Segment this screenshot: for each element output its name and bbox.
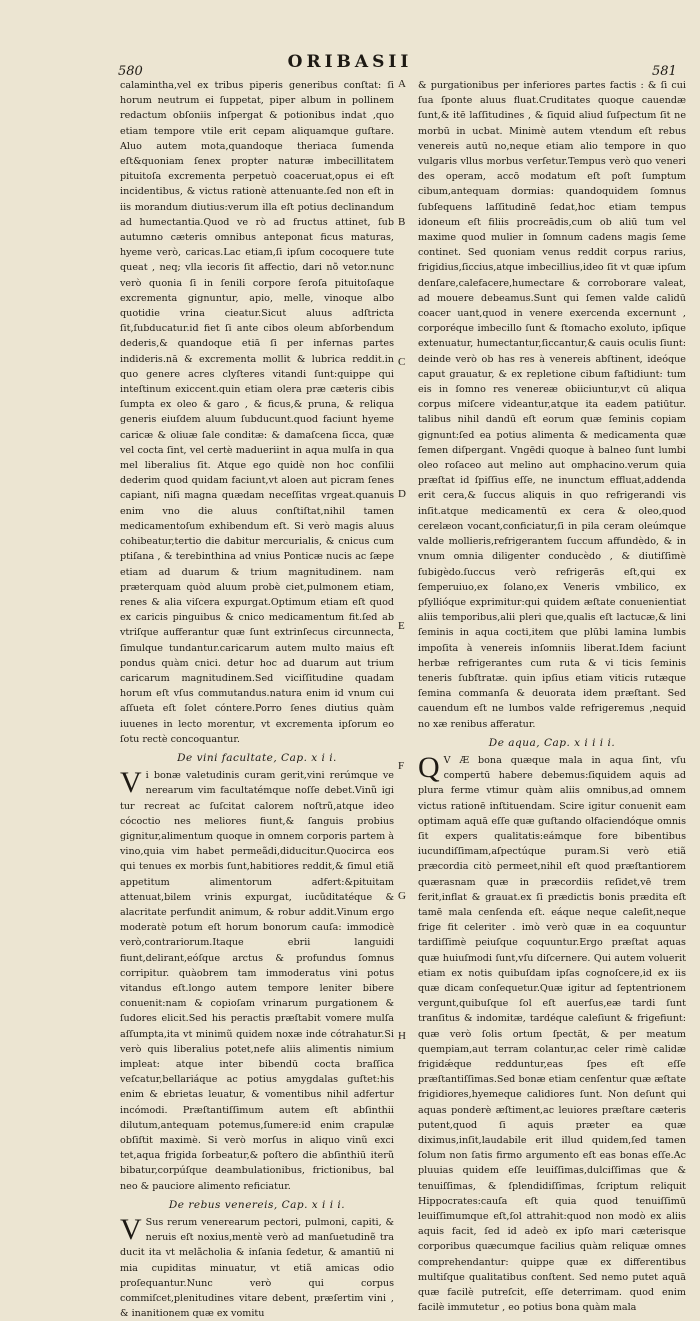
left-paragraph-3 <box>120 1215 394 1321</box>
margin-letter-f: F <box>398 760 405 772</box>
chapter-heading-water: De aqua, Cap. x i i i i. <box>488 736 616 749</box>
right-paragraph-1: & purgationibus per inferiores partes factis : & ſi cui ſua ſponte aluus fluat.Cruditates quoque cauendæ ſunt,& itē laſſitudines , & ſiquid aliud ſuſpectum ſit ne morbū in ucbat. Minimè autem vtendum eſt rebus venereis autū no,neque etiam alio tempore in quo vulgaris vllus morbus verſetur.Tempus verò quo veneri des operam, accō modatum eſt poſt ſumptum cibum,antequam dormias: quandoquidem ſomnus ſubſequens laſſitudinē ſedat,hoc etiam tempus idoneum eſt filiis procreādis,cum ob aliū tum vel maxime quod mulier in ſomnum cadens magis ſeme continet. Sed quoniam venus reddit corpus rarius, frigidius,ſiccius,atque imbecillius,ideo ſit vt quæ ipſum denſare,calefacere,humectare & corroborare valeat, ad mouere debeamus.Sunt qui ſemen valde calidū coacer uant,quod in venere exercenda excernunt , corporéque imbecillo ſunt & ſtomacho exoluto, ipſique extenuatur, humectantur,ſiccantur,& cauis oculis ſiunt: deinde verò ob has res à venereis abſtinent, ideóque caput grauatur, & ex repletione cibum faſtidiunt: tum eis in ſomno res venereæ obiiciuntur,vt cū aliqua corpus miſcere videantur,atque ita eadem patiūtur. talibus nihil dandū eſt eorum quæ ſeminis copiam gignunt:ſed ea potius alimenta & medicamenta quæ ſemen diſpergant. Vngēdi quoque à balneo ſunt lumbi oleo roſaceo aut melino aut omphacino.verum quia præſtat id ſpiſſius eſſe, ne inunctum effluat,addenda erit cera,& ſuccus aliquis in quo refrigerandi vis inſit.atque medicamentū ex cera & oleo,quod cerelæon vocant,conficiatur,ſi in pila ceram oleúmque valde mollieris,refrigerantem ſuccum affundèdo, & in vnum omnia diligenter conducèdo , & diutiſſimè ſubigèdo.ſuccus verò refrigerās eſt,qui ex ſemperuiuo,ex ſolano,ex Veneris vmbilico, ex pſyllióque exprimitur:qui quidem æſtate conuenientiat aliis temporibus,alii pleri que,qualis eſt lactucæ,& lini ſeminis in aqua cocti,item que plūbi lamina lumbis impoſita à venereis inſomniis liberat.Idem faciunt herbæ refrigerantes cum ruta & vi ticis ſeminis teneris ſubſtratæ. quin ipſius etiam viticis rutæque ſemina commanſa & deuorata idem præſtant. Sed cauendum eſt ne lumbos valde refrigeremus ,nequid no xæ renibus afferatur. <box>418 80 686 730</box>
margin-letter-b: B <box>398 216 406 228</box>
margin-letter-g: G <box>398 890 406 902</box>
left-paragraph-2-text: i bonæ valetudinis curam gerit,vini rerúmque ve nerearum vim facultatémque noſſe debet.Vinũ igi tur recreat ac ſuſcitat calorem noſtrũ,atque ideo cócoctio nes meliores fiunt,& ſanguis probius gignitur,alimentum quoque in omnem corporis partem à vino,quia vim habet permeãdi,diducitur.Quocirca eos qui tenues ex morbis ſunt,habitiores reddit,& ſimul etiã appetitum alimentorum adfert:&pituitam attenuat,bilem vrinis expurgat, iucũditatéque & alacritate perfundit animum, & robur addit.Vinum ergo moderatè potum eſt horum bonorum cauſa: immodicè verò,contrariorum.Itaque ebrii languidi fiunt,delirant,eóſque arctus & profundus ſomnus corripitur. quàobrem tam immoderatus vini potus vitandus eſt.longo autem tempore leniter bibere conuenit:nam & copioſam vrinarum purgationem & ſudores elicit.Sed his peractis præſtabit vomere mulſa aſſumpta,ita vt minimũ quidem noxæ inde cótrahatur.Si verò quis liberalius potet,nefe aliis alimentis nimium impleat: atque inter bibendū cocta braſſica veſcatur,bellariáque ac potius amygdalas guſtet:his enim & ebrietas leuatur, & vomentibus nihil adfertur incómodi. Præſtantiſſimum autem eſt abſinthii dilutum,antequam potemus,ſumere:id enim crapulæ obſiſtit maximè. Si verò morſus in aliquo vinũ exci tet,aqua frigida ſorbeatur,& poſtero die abſinthiū iterũ bibatur,corpúſque deambulationibus, frictionibus, bal neo & pauciore alimento reficiatur. <box>120 770 394 1192</box>
drop-cap-initial: V <box>120 766 142 800</box>
margin-letter-e: E <box>398 620 405 632</box>
folio-left: 580 <box>118 64 143 79</box>
drop-cap-initial: V <box>120 1213 142 1247</box>
margin-letter-d: D <box>398 488 406 500</box>
right-paragraph-2-text: V Æ bona quæque mala in aqua ſint, vſu compertū habere debemus:ſiquidem aquis ad plura ferme vtimur quàm aliis omnibus,ad omnem victus rationē inſtituendam. Scire igitur conuenit eam optimam aquā eſſe quæ guſtando olfaciendóque omnis ſit expers qualitatis:eámque fore bibentibus iucundiſſimam,aſpectúque puram.Si verò etiã præcordia citò permeet,nihil eſt quod præſtantiorem quærasnam quæ in præcordiis reſidet,vē trem ferit,inflat & grauat.ex ſi prædictis bonis prædita eſt tamē mala cenſenda eſt. eáque neque caleſit,neque frige fit celeriter . imò verò quæ in ea coquuntur tardiſſimè peiuſque coquuntur.Ergo præſtat aquas quæ huiuſmodi ſunt,vſu diſcernere. Qui autem voluerit etiam ex notis quibuſdam ipſas cognoſcere,id ex iis quæ dicam conſequetur.Quæ igitur ad ſeptentrionem vergunt,quibuſque ſol eſt auerſus,eæ tardi ſunt tranſitus & indomitæ, tardéque caleſiunt & frigefiunt: quæ verò ſolis ortum ſpectāt, & per meatum quempiam,aut terram colantur,ac celer rimè calidæ frigidǽque redduntur,eas ſpes eſt eſſe præſtantiſſimas.Sed bonæ etiam cenſentur quæ æſtate frigidiores,hyemeque calidiores ſunt. Non deſunt qui aquas ponderè æſtiment,ac leuiores præſtare cæteris putent,quod ſi aquis præter ea quæ diximus,inſit,laudabile erit illud quidem,ſed tamen ſolum non ſatis firmo argumento eſt eas bonas eſſe.Ac pluuias quidem eſſe leuiſſimas,dulciſſimas que & tenuiſſimas, & ſplendidiſſimas, ſcriptum reliquit Hippocrates:cauſa eſt quia quod tenuiſſimū leuiſſimumque eſt,ſol attrahit:quod non modò ex aliis aquis facit, ſed id adeò ex ipſo mari cæterisque corporibus quæcumque facilius quàm reliquæ omnes comprehendantur: quippe quæ ex differentibus multiſque qualitatibus conſtent. Sed nemo putet aquā quæ facilè putreſcit, eſſe deterrimam. quod enim facilè immutetur , eo potius bona quàm mala <box>418 754 686 1314</box>
folio-right: 581 <box>652 64 677 79</box>
margin-letter-h: H <box>398 1030 406 1042</box>
drop-cap-initial: Q <box>418 750 440 784</box>
chapter-heading-wine: De vini facultate, Cap. x i i. <box>177 751 337 764</box>
left-column <box>120 78 394 1321</box>
margin-letter-c: C <box>398 356 406 368</box>
margin-letter-a: A <box>398 78 406 90</box>
left-paragraph-1: calamintha,vel ex tribus piperis generibus conſtat: ſi horum neutrum ei ſuppetat, piper album in pollinem redactum obſoniis inſpergat & potionibus indat ,quo etiam tempore vtile erit cepam aliquamque guſtare. Aluo autem mota,quandoque theriaca ſumenda eſt&quoniam ſenex propter naturæ imbecillitatem pituitoſa excrementa perpetuò coaceruat,opus ei eſt incidentibus, & victus rationè attenuante.ſed non eſt in iis morandum diutius:verum illa eſt potius declinandum ad humectantia.Quod ve rò ad fructus attinet, ſub autumno cæteris omnibus anteponat ficus maturas, hyeme verò, caricas.Lac etiam,ſi ipſum cocoquere tute queat , neq; vlla iecoris ſit affectio, dari nõ vetor.nunc verò quonia ſi in ſenili corpore ſeroſa pituitoſaque excrementa gignuntur, apio, melle, vinoque albo quotidie vrina cieatur.Sicut aluus adſtricta ſit,ſubducatur.id fiet ſi ante cibos oleum abſorbendum dederis,& quandoque etiā ſi per infernas partes indideris.nā & excrementa mollit & lubrica reddit.in quo genere acres clyſteres vitandi ſunt:quippe qui inteſtinum exiccent.quin etiam olera præ cæteris cibis ſumpta ex oleo & garo , & ficus,& pruna, & reliqua generis eiuſdem aluum ſubducunt.quod faciunt hyeme caricæ & oliuæ ſale conditæ: & damaſcena ſicca, quæ vel cocta ſint, vel certè madueriint in aqua mulſa in qua mel liberalius ſit. Atque ego quidè non hoc conſilii dederim quod quidam faciunt,vt aloen aut picram ſenes capiant, niſi magna quædam neceſſitas vrgeat.quanuis enim vno die aluus conſtiſtat,nihil tamen medicamentoſum exhibendum eſt. Si verò magis aluus cohibeatur,tertio die dabitur mercurialis, & cnicus cum ptiſana , & terebinthina ad vnius Ponticæ nucis ac ſæpe etiam ad duarum & trium magnitudinem. nam præterquam quòd aluum probè ciet,pulmonem etiam, renes & alia viſcera expurgat.Optimum etiam eſt quod ex caricis pinguibus & cnico medicamentum fit.ſed ab vtriſque aufferantur quæ ſunt extrinſecus circunnecta, ſimulque tundantur.caricarum autem multo maius eſt pondus quàm cnici. detur hoc ad duarum aut trium caricarum magnitudinem.Sed viciſſitudine quadam horum eſt vſus commutandus.natura enim id vnum cui aſſueta eſt ſolet cóntere.Porro ſenes diutius quàm iuuenes in lecto morentur, vt excrementa ipſorum eo ſotu rectè concoquantur. <box>120 80 394 745</box>
chapter-heading-venereal: De rebus venereis, Cap. x i i i. <box>168 1198 346 1211</box>
running-head: ORIBASII <box>287 52 413 72</box>
left-paragraph-3-text: Sus rerum venerearum pectori, pulmoni, capiti, & neruis eſt noxius,mentè verò ad manſuetudinẽ tra ducit ita vt melãcholia & inſania ſedetur, & amantiū ni mia cupiditas minuatur, vt etiã amicas odio proſequantur.Nunc verò qui corpus commiſcet,plenitudines vitare debent, præſertim vini , & inanitionem quæ ex vomitu <box>120 1217 394 1320</box>
right-paragraph-2 <box>418 750 686 1316</box>
right-column <box>418 78 686 1315</box>
left-paragraph-2 <box>120 768 394 1194</box>
